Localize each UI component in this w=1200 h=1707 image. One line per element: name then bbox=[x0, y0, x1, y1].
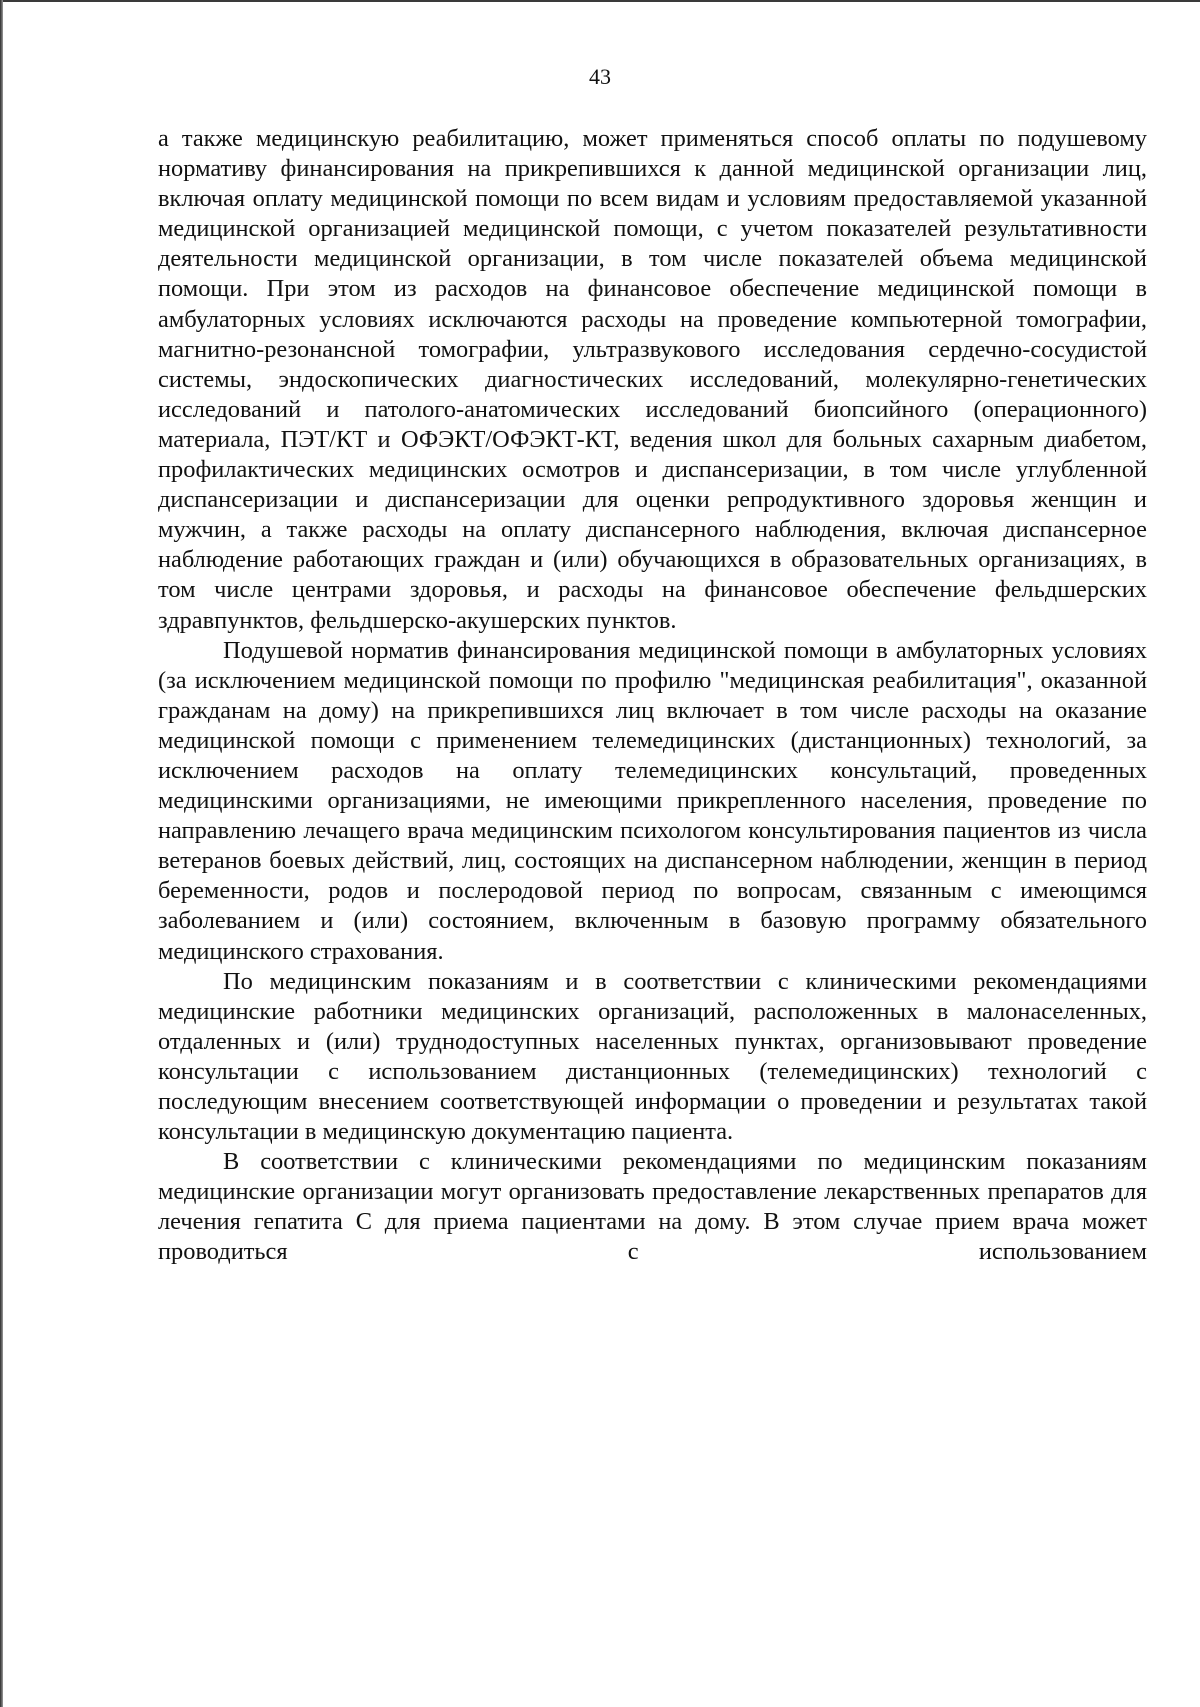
scan-edge-left bbox=[0, 0, 3, 1707]
paragraph-2: Подушевой норматив финансирования медицинской помощи в амбулаторных условиях (за исключением медицинской помощи по профилю "медицинская реабилитация", оказанной гражданам на дому) на прикрепившихся лиц включает в том числе расходы на оказание медицинской помощи с применением телемедицинских (дистанционных) технологий, за исключением расходов на оплату телемедицинских консультаций, проведенных медицинскими организациями, не имеющими прикрепленного населения, проведение по направлению лечащего врача медицинским психологом консультирования пациентов из числа ветеранов боевых действий, лиц, состоящих на диспансерном наблюдении, женщин в период беременности, родов и послеродовой период по вопросам, связанным с имеющимся заболеванием и (или) состоянием, включенным в базовую программу обязательного медицинского страхования. bbox=[158, 636, 1147, 965]
page-number: 43 bbox=[589, 64, 611, 89]
paragraph-4: В соответствии с клиническими рекомендациями по медицинским показаниям медицинские организации могут организовать предоставление лекарственных препаратов для лечения гепатита С для приема пациентами на дому. В этом случае прием врача может проводиться с использованием bbox=[158, 1148, 1147, 1266]
paragraph-1: а также медицинскую реабилитацию, может применяться способ оплаты по подушевому нормативу финансирования на прикрепившихся к данной медицинской организации лиц, включая оплату медицинской помощи по всем видам и условиям предоставляемой указанной медицинской организацией медицинской помощи, с учетом показателей результативности деятельности медицинской организации, в том числе показателей объема медицинской помощи. При этом из расходов на финансовое обеспечение медицинской помощи в амбулаторных условиях исключаются расходы на проведение компьютерной томографии, магнитно-резонансной томографии, ультразвукового исследования сердечно-сосудистой системы, эндоскопических диагностических исследований, молекулярно-генетических исследований и патолого-анатомических исследований биопсийного (операционного) материала, ПЭТ/КТ и ОФЭКТ/ОФЭКТ-КТ, ведения школ для больных сахарным диабетом, профилактических медицинских осмотров и диспансеризации, в том числе углубленной диспансеризации и диспансеризации для оценки репродуктивного здоровья женщин и мужчин, а также расходы на оплату диспансерного наблюдения, включая диспансерное наблюдение работающих граждан и (или) обучающихся в образовательных организациях, в том числе центрами здоровья, и расходы на финансовое обеспечение фельдшерских здравпунктов, фельдшерско-акушерских пунктов. bbox=[158, 125, 1147, 634]
document-body bbox=[158, 124, 1147, 1268]
paragraph-3: По медицинским показаниям и в соответствии с клиническими рекомендациями медицинские работники медицинских организаций, расположенных в малонаселенных, отдаленных и (или) труднодоступных населенных пунктах, организовывают проведение консультации с использованием дистанционных (телемедицинских) технологий с последующим внесением соответствующей информации о проведении и результатах такой консультации в медицинскую документацию пациента. bbox=[158, 967, 1147, 1146]
scan-edge-top bbox=[0, 0, 1200, 2]
